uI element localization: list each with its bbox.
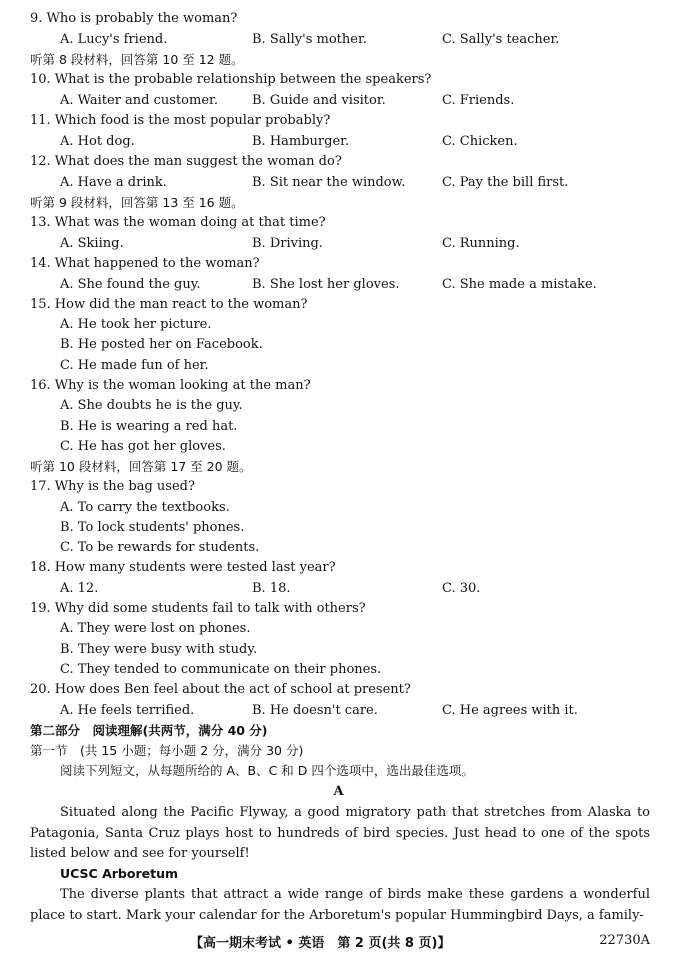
section-heading-9: 听第 9 段材料，回答第 13 至 16 题。 (30, 195, 244, 210)
option-a: A. He took her picture. (60, 317, 212, 332)
option-c: C. Sally's teacher. (442, 32, 560, 47)
option-b: B. Sally's mother. (252, 32, 367, 47)
question-13: 13. What was the woman doing at that time? (30, 215, 326, 230)
question-9 (30, 10, 650, 28)
footer-code: 22730A (599, 933, 650, 948)
question-14: 14. What happened to the woman? (30, 256, 260, 271)
option-c: C. 30. (442, 581, 481, 596)
option-b: B. 18. (252, 581, 291, 596)
option-a: A. She found the guy. (60, 277, 201, 292)
option-a: A. Lucy's friend. (60, 32, 168, 47)
option-b: B. They were busy with study. (60, 642, 258, 657)
option-b: B. He posted her on Facebook. (60, 337, 263, 352)
question-11: 11. Which food is the most popular probably? (30, 113, 331, 128)
footer-label: 【高一期末考试 • 英语 第 2 页(共 8 页)】 (190, 936, 451, 951)
option-c: C. She made a mistake. (442, 277, 597, 292)
passage-letter: A (333, 784, 344, 799)
paragraph-text: Situated along the Pacific Flyway, a good migratory path that stretches from Alaska to Patagonia, Santa Cruz plays host to hundreds of bird species. Just head to one of the spots listed below and see for yourself! (30, 805, 650, 861)
part-two-title: 第二部分 阅读理解(共两节，满分 40 分) (30, 723, 268, 738)
option-b: B. Hamburger. (252, 134, 350, 149)
section-heading-10: 听第 10 段材料，回答第 17 至 20 题。 (30, 459, 252, 474)
question-16: 16. Why is the woman looking at the man? (30, 378, 311, 393)
option-b: B. He is wearing a red hat. (60, 419, 238, 434)
passage-paragraph-2 (30, 885, 650, 926)
option-c: C. He has got her gloves. (60, 439, 226, 454)
option-b: B. He doesn't care. (252, 703, 378, 718)
section-one-title: 第一节 (共 15 小题；每小题 2 分，满分 30 分) (30, 743, 304, 758)
option-a: A. He feels terrified. (60, 703, 195, 718)
option-b: B. She lost her gloves. (252, 277, 400, 292)
instruction: 阅读下列短文，从每题所给的 A、B、C 和 D 四个选项中，选出最佳选项。 (60, 763, 474, 778)
subheading: UCSC Arboretum (60, 866, 178, 881)
option-c: C. Running. (442, 236, 520, 251)
question-20: 20. How does Ben feel about the act of school at present? (30, 682, 411, 697)
option-a: A. She doubts he is the guy. (60, 398, 243, 413)
option-a: A. Have a drink. (60, 175, 167, 190)
option-b: B. Guide and visitor. (252, 93, 386, 108)
option-c: C. Pay the bill first. (442, 175, 569, 190)
question-12: 12. What does the man suggest the woman do? (30, 154, 342, 169)
option-c: C. Friends. (442, 93, 515, 108)
option-c: C. He agrees with it. (442, 703, 578, 718)
option-c: C. To be rewards for students. (60, 540, 260, 555)
option-a: A. Hot dog. (60, 134, 135, 149)
option-b: B. Driving. (252, 236, 323, 251)
option-a: A. Skiing. (60, 236, 124, 251)
option-a: A. To carry the textbooks. (60, 500, 230, 515)
question-19: 19. Why did some students fail to talk with others? (30, 601, 366, 616)
section-heading-8: 听第 8 段材料，回答第 10 至 12 题。 (30, 52, 244, 67)
passage-paragraph-1 (30, 803, 650, 865)
question-18: 18. How many students were tested last year? (30, 560, 336, 575)
option-b: B. Sit near the window. (252, 175, 406, 190)
option-a: A. They were lost on phones. (60, 621, 251, 636)
option-c: C. He made fun of her. (60, 358, 209, 373)
option-b: B. To lock students' phones. (60, 520, 245, 535)
option-c: C. Chicken. (442, 134, 518, 149)
paragraph-text: The diverse plants that attract a wide range of birds make these gardens a wonderful place to start. Mark your calendar for the Arboretum's popular Hummingbird Days, a family- (30, 887, 650, 923)
question-text: 9. Who is probably the woman? (30, 11, 238, 26)
question-10: 10. What is the probable relationship between the speakers? (30, 72, 432, 87)
question-15: 15. How did the man react to the woman? (30, 297, 308, 312)
question-17: 17. Why is the bag used? (30, 479, 195, 494)
option-c: C. They tended to communicate on their phones. (60, 662, 382, 677)
option-a: A. 12. (60, 581, 99, 596)
option-a: A. Waiter and customer. (60, 93, 218, 108)
